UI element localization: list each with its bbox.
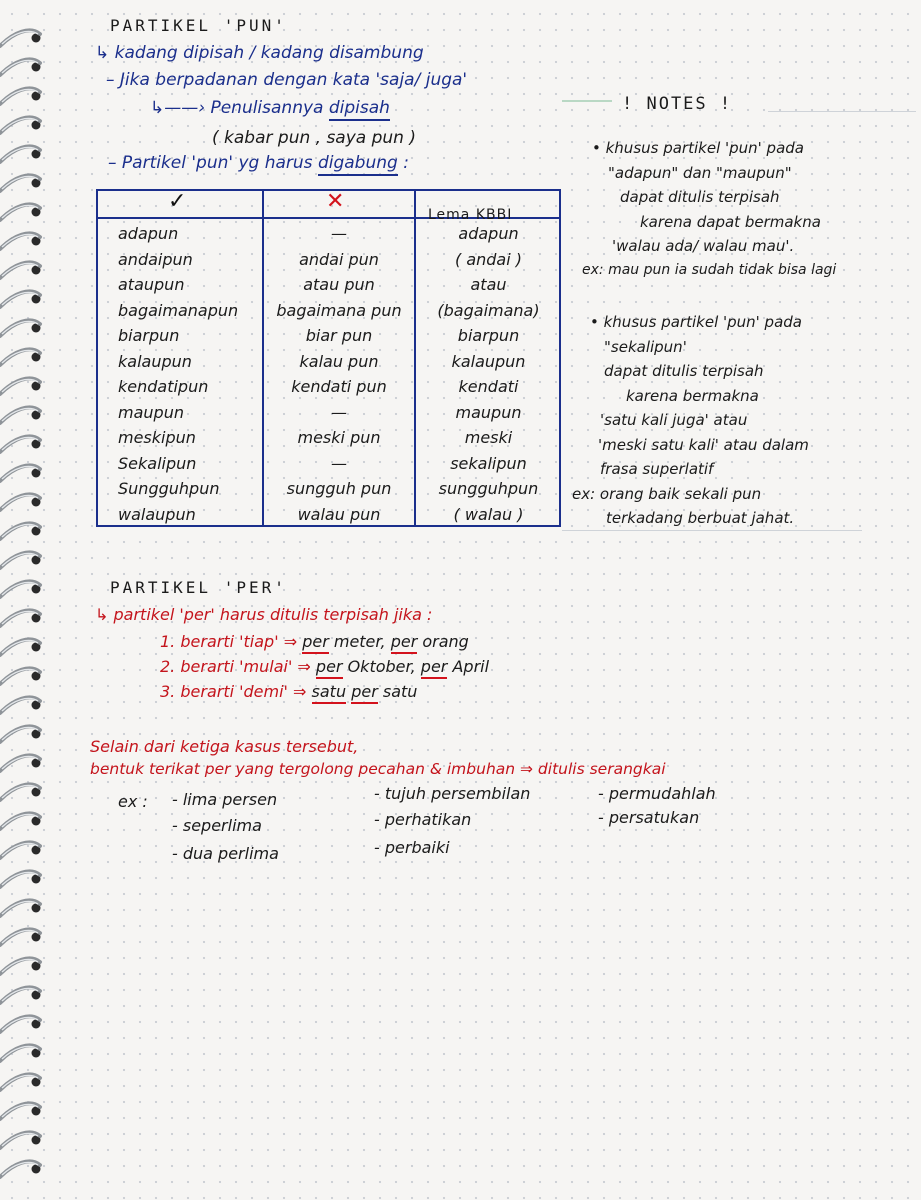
- notes-line-text: 'satu kali juga' atau: [600, 411, 748, 429]
- notes-line-text: frasa superlatif: [600, 460, 714, 478]
- table-cell: kalaupun: [118, 351, 192, 371]
- notes-bottom-rule: [562, 530, 862, 531]
- spiral-ring: [0, 349, 41, 365]
- table-column-wrong: [264, 221, 414, 527]
- per-example-rest: April: [447, 657, 490, 676]
- spiral-ring: [0, 378, 41, 394]
- table-cell: andai pun: [299, 249, 379, 269]
- per-example: per: [302, 632, 329, 654]
- spiral-ring: [0, 146, 41, 162]
- table-cell: kendati pun: [291, 377, 387, 396]
- notes-line-text: ex: mau pun ia sudah tidak bisa lagi: [582, 261, 837, 278]
- spiral-ring: [0, 552, 41, 568]
- pun-line-4: ( kabar pun , saya pun ): [212, 128, 416, 148]
- pun-line-2-text: Jika berpadanan dengan kata 'saja/ juga': [119, 70, 468, 90]
- table-cell: meski: [464, 428, 513, 447]
- long-arrow-icon: ↳——›: [150, 98, 206, 118]
- spiral-ring: [0, 900, 41, 916]
- spiral-ring: [0, 465, 41, 481]
- per-list-item: [160, 632, 469, 651]
- spiral-ring: [0, 1045, 41, 1061]
- per-example-item: - seperlima: [172, 816, 262, 835]
- spiral-ring: [0, 407, 41, 423]
- pun-table: [96, 189, 561, 527]
- spiral-ring: [0, 320, 41, 336]
- per-example-item: - dua perlima: [172, 844, 279, 863]
- table-cell: maupun: [118, 402, 184, 422]
- notes-line-text: • khusus partikel 'pun' pada: [590, 313, 802, 331]
- notes-line-text: "sekalipun': [604, 337, 687, 356]
- table-cell: Sungguhpun: [118, 479, 220, 498]
- spiral-ring: [0, 494, 41, 510]
- spiral-ring: [0, 436, 41, 452]
- spiral-ring: [0, 929, 41, 945]
- table-cell: atau pun: [303, 275, 375, 294]
- pun-line-5-post: :: [397, 153, 409, 173]
- notes-line-text: karena dapat bermakna: [640, 212, 821, 231]
- per-example-rest: meter,: [328, 632, 391, 651]
- per-list-item: [160, 657, 489, 676]
- pun-line-3: [150, 98, 390, 118]
- table-cell: kalau pun: [299, 351, 379, 371]
- cross-icon: ✕: [326, 189, 345, 214]
- notes-line-text: dapat ditulis terpisah: [604, 362, 764, 380]
- arrow-icon: ↳: [95, 605, 109, 624]
- spiral-ring: [0, 175, 41, 191]
- pun-line-5-pre: Partikel 'pun' yg harus: [121, 153, 318, 173]
- table-cell: —: [331, 453, 347, 473]
- notes-line-text: • khusus partikel 'pun' pada: [592, 139, 804, 157]
- arrow-icon: ↳: [95, 43, 110, 63]
- per-example-rest: orang: [417, 632, 469, 651]
- spiral-ring: [0, 30, 41, 46]
- per-example-item: - lima persen: [172, 790, 278, 809]
- per-example: per: [391, 632, 418, 654]
- pun-line-5-underlined: digabung: [318, 153, 398, 176]
- per-example-item: - tujuh persembilan: [374, 784, 531, 803]
- table-cell: kendati: [458, 377, 519, 396]
- pun-title: PARTIKEL 'PUN': [110, 16, 287, 35]
- spiral-ring: [0, 842, 41, 858]
- notes-rule: [768, 111, 916, 112]
- per-example: satu: [312, 682, 347, 704]
- pun-line-2: – Jika berpadanan dengan kata 'saja/ juga': [106, 70, 468, 90]
- table-column-kbbi: [416, 221, 561, 527]
- table-cell: bagaimanapun: [118, 300, 239, 320]
- spiral-ring: [0, 755, 41, 771]
- table-cell: kendatipun: [118, 377, 209, 396]
- spiral-ring: [0, 1103, 41, 1119]
- table-cell: sungguhpun: [438, 479, 539, 498]
- notes-line-text: dapat ditulis terpisah: [620, 188, 780, 206]
- pun-line-3-underlined: dipisah: [329, 98, 390, 121]
- per-item-number: 3.: [160, 682, 181, 701]
- per-example-rest: satu: [377, 682, 418, 701]
- table-cell: Sekalipun: [118, 453, 197, 473]
- table-cell: —: [331, 402, 347, 422]
- per-item-number: 2.: [160, 657, 181, 676]
- check-icon: ✓: [168, 189, 187, 214]
- table-cell: (bagaimana): [437, 300, 540, 320]
- spiral-ring: [0, 1161, 41, 1177]
- spiral-ring: [0, 88, 41, 104]
- per-item-text: berarti 'demi' ⇒: [180, 682, 312, 701]
- spiral-ring: [0, 668, 41, 684]
- pun-line-1-text: kadang dipisah / kadang disambung: [114, 43, 424, 63]
- table-cell: biar pun: [305, 326, 373, 345]
- table-cell: ataupun: [118, 275, 185, 294]
- notes-line-text: ex: orang baik sekali pun: [572, 484, 762, 503]
- spiral-ring: [0, 117, 41, 133]
- per-title: PARTIKEL 'PER': [110, 578, 287, 597]
- table-cell: —: [331, 224, 347, 243]
- notes-line-text: terkadang berbuat jahat.: [606, 509, 795, 527]
- table-cell: adapun: [118, 224, 179, 243]
- table-column-correct: [118, 221, 268, 527]
- table-cell: ( andai ): [454, 249, 522, 269]
- per-rule-1: Selain dari ketiga kasus tersebut,: [90, 737, 359, 756]
- spiral-ring: [0, 726, 41, 742]
- spiral-ring: [0, 639, 41, 655]
- spiral-ring: [0, 233, 41, 249]
- per-example-item: - perbaiki: [374, 838, 450, 857]
- spiral-ring: [0, 813, 41, 829]
- pun-line-1: [95, 43, 424, 63]
- table-cell: kalaupun: [451, 351, 526, 371]
- table-cell: adapun: [458, 224, 519, 243]
- per-example-item: - persatukan: [598, 808, 700, 827]
- table-cell: meski pun: [297, 428, 381, 447]
- pun-line-3-pre: Penulisannya: [210, 98, 329, 118]
- table-cell: biarpun: [118, 326, 180, 345]
- table-cell: maupun: [455, 402, 522, 422]
- notes-title: ! NOTES !: [622, 94, 733, 114]
- per-examples-label: ex :: [118, 792, 148, 811]
- spiral-ring: [0, 523, 41, 539]
- spiral-ring: [0, 1074, 41, 1090]
- per-intro: [95, 605, 432, 624]
- per-list-item: [160, 682, 417, 701]
- decorative-dash: [562, 100, 612, 102]
- pun-line-5: – Partikel 'pun' yg harus digabung :: [108, 153, 409, 173]
- per-item-text: berarti 'tiap' ⇒: [180, 632, 303, 651]
- table-cell: ( walau ): [453, 504, 524, 524]
- table-cell: walau pun: [297, 504, 381, 524]
- spiral-ring: [0, 1016, 41, 1032]
- per-item-number: 1.: [160, 632, 181, 651]
- per-rule-2: bentuk terikat per yang tergolong pecahan & imbuhan ⇒ ditulis serangkai: [90, 760, 666, 778]
- spiral-ring: [0, 784, 41, 800]
- notes-line-text: karena bermakna: [626, 386, 759, 405]
- per-example: per: [316, 657, 343, 679]
- notes-line-text: 'walau ada/ walau mau'.: [612, 237, 795, 255]
- spiral-ring: [0, 987, 41, 1003]
- table-cell: bagaimana pun: [276, 300, 402, 320]
- table-cell: sungguh pun: [286, 479, 392, 498]
- table-cell: andaipun: [118, 249, 193, 269]
- spiral-binding: [0, 0, 56, 1200]
- table-cell: atau: [470, 275, 507, 294]
- spiral-ring: [0, 697, 41, 713]
- per-example-rest: Oktober,: [342, 657, 421, 676]
- spiral-ring: [0, 59, 41, 75]
- table-header-kbbi: Lema KBBI: [428, 207, 513, 223]
- notes-line-text: "adapun" dan "maupun": [608, 163, 792, 182]
- spiral-ring: [0, 1132, 41, 1148]
- spiral-ring: [0, 291, 41, 307]
- spiral-ring: [0, 871, 41, 887]
- spiral-ring: [0, 262, 41, 278]
- table-cell: sekalipun: [450, 453, 527, 473]
- notes-line-text: 'meski satu kali' atau dalam: [598, 435, 809, 454]
- per-example-item: - permudahlah: [598, 784, 716, 803]
- table-cell: meskipun: [118, 428, 196, 447]
- per-item-text: berarti 'mulai' ⇒: [180, 657, 316, 676]
- spiral-ring: [0, 610, 41, 626]
- table-cell: walaupun: [118, 504, 196, 524]
- spiral-ring: [0, 581, 41, 597]
- per-example: per: [351, 682, 378, 704]
- table-cell: biarpun: [457, 326, 520, 345]
- per-intro-text: partikel 'per' harus ditulis terpisah jika :: [113, 605, 433, 624]
- per-example: per: [421, 657, 448, 679]
- per-example-item: - perhatikan: [374, 810, 472, 829]
- spiral-ring: [0, 958, 41, 974]
- spiral-ring: [0, 204, 41, 220]
